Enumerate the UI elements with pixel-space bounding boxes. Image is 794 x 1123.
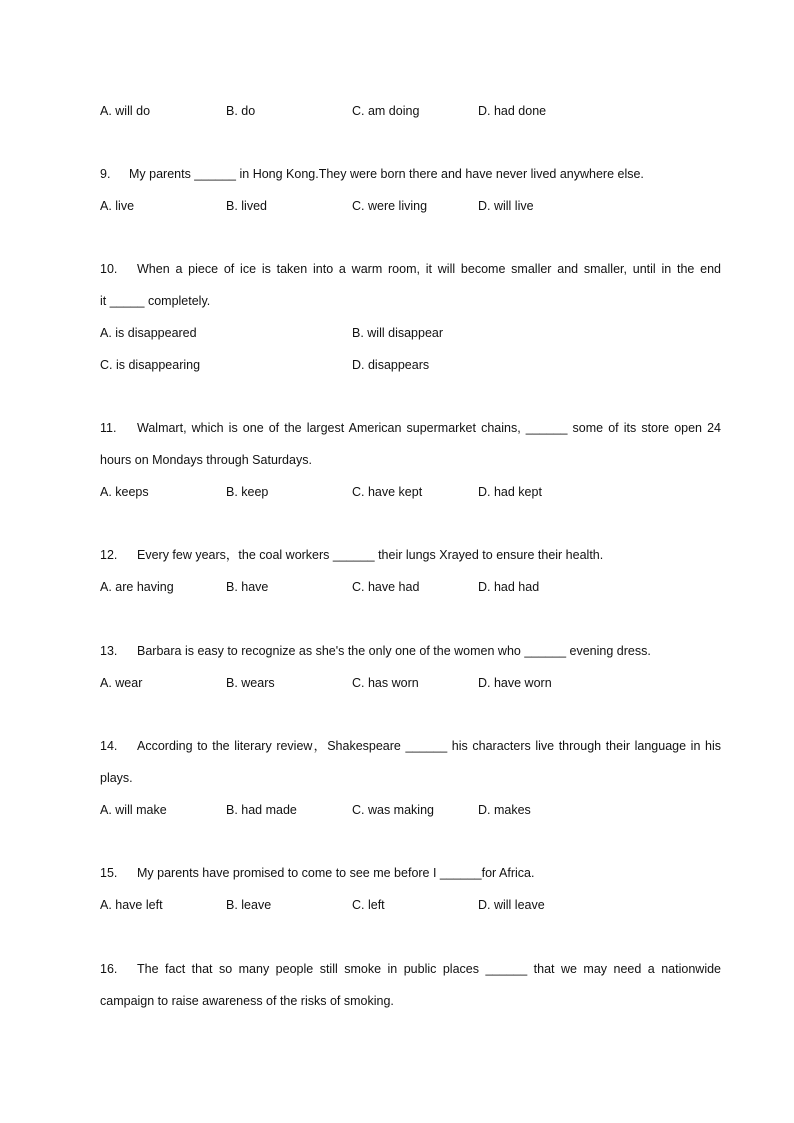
q14-options (100, 802, 721, 818)
q12-text: Every few years，the coal workers ______ their lungs Xrayed to ensure their health. (137, 548, 604, 562)
q11-option-c: C. have kept (352, 485, 423, 499)
q15-text: My parents have promised to come to see me before I ______for Africa. (137, 866, 535, 880)
q9-option-a: A. live (100, 199, 135, 213)
q11-option-b: B. keep (226, 485, 269, 499)
q12-option-c: C. have had (352, 580, 420, 594)
q13-text: Barbara is easy to recognize as she's the only one of the women who ______ evening dress. (137, 644, 651, 658)
q9-option-c: C. were living (352, 199, 428, 213)
q9-options (100, 198, 721, 214)
q16-text-line1: The fact that so many people still smoke in public places ______ that we may need a nationwide (137, 962, 721, 976)
q13-option-c: C. has worn (352, 676, 419, 690)
q11-number: 11. (100, 421, 117, 435)
q13-option-a: A. wear (100, 676, 143, 690)
q11-options (100, 484, 721, 500)
q10-options-row1 (100, 325, 721, 341)
q14-text-line1: According to the literary review，Shakespeare ______ his characters live through their language in his (137, 739, 721, 753)
q13-number: 13. (100, 644, 118, 658)
q15-option-c: C. left (352, 898, 385, 912)
q14-number: 14. (100, 739, 118, 753)
q16-stem-line1 (100, 961, 721, 977)
q8-option-b: B. do (226, 104, 256, 118)
q10-options-row2 (100, 357, 721, 373)
q14-stem-line2: plays. (100, 771, 133, 785)
q10-option-d: D. disappears (352, 358, 430, 372)
q14-option-b: B. had made (226, 803, 297, 817)
q11-stem-line2: hours on Mondays through Saturdays. (100, 453, 312, 467)
q15-stem (100, 865, 721, 881)
q15-options (100, 897, 721, 913)
q11-text-line1: Walmart, which is one of the largest American supermarket chains, ______ some of its store open 24 (137, 421, 721, 435)
q10-number: 10. (100, 262, 118, 276)
q15-number: 15. (100, 866, 118, 880)
q13-option-b: B. wears (226, 676, 275, 690)
q14-option-d: D. makes (478, 803, 531, 817)
q10-option-b: B. will disappear (352, 326, 444, 340)
q13-options (100, 675, 721, 691)
q13-stem (100, 643, 721, 659)
q8-options (100, 103, 721, 119)
q12-options (100, 579, 721, 595)
q11-option-a: A. keeps (100, 485, 149, 499)
q15-option-b: B. leave (226, 898, 272, 912)
q11-stem-line1 (100, 420, 721, 436)
q9-text: My parents ______ in Hong Kong.They were born there and have never lived anywhere else. (129, 167, 644, 181)
q9-stem (100, 166, 721, 182)
q15-option-d: D. will leave (478, 898, 545, 912)
q10-text-line1: When a piece of ice is taken into a warm room, it will become smaller and smaller, until in the end (137, 262, 721, 276)
q12-number: 12. (100, 548, 118, 562)
q9-number: 9. (100, 167, 111, 181)
q10-stem-line1 (100, 261, 721, 277)
q14-option-c: C. was making (352, 803, 434, 817)
q10-option-c: C. is disappearing (100, 358, 201, 372)
q10-option-a: A. is disappeared (100, 326, 197, 340)
q16-stem-line2: campaign to raise awareness of the risks of smoking. (100, 994, 394, 1008)
q9-option-d: D. will live (478, 199, 534, 213)
q12-option-d: D. had had (478, 580, 540, 594)
q12-option-a: A. are having (100, 580, 174, 594)
q9-option-b: B. lived (226, 199, 267, 213)
q11-option-d: D. had kept (478, 485, 542, 499)
q14-option-a: A. will make (100, 803, 167, 817)
q16-number: 16. (100, 962, 118, 976)
q8-option-d: D. had done (478, 104, 547, 118)
q8-option-c: C. am doing (352, 104, 420, 118)
q10-stem-line2: it _____ completely. (100, 294, 211, 308)
q12-option-b: B. have (226, 580, 269, 594)
q14-stem-line1 (100, 738, 721, 754)
q13-option-d: D. have worn (478, 676, 552, 690)
q8-option-a: A. will do (100, 104, 151, 118)
q12-stem (100, 547, 721, 563)
q15-option-a: A. have left (100, 898, 163, 912)
